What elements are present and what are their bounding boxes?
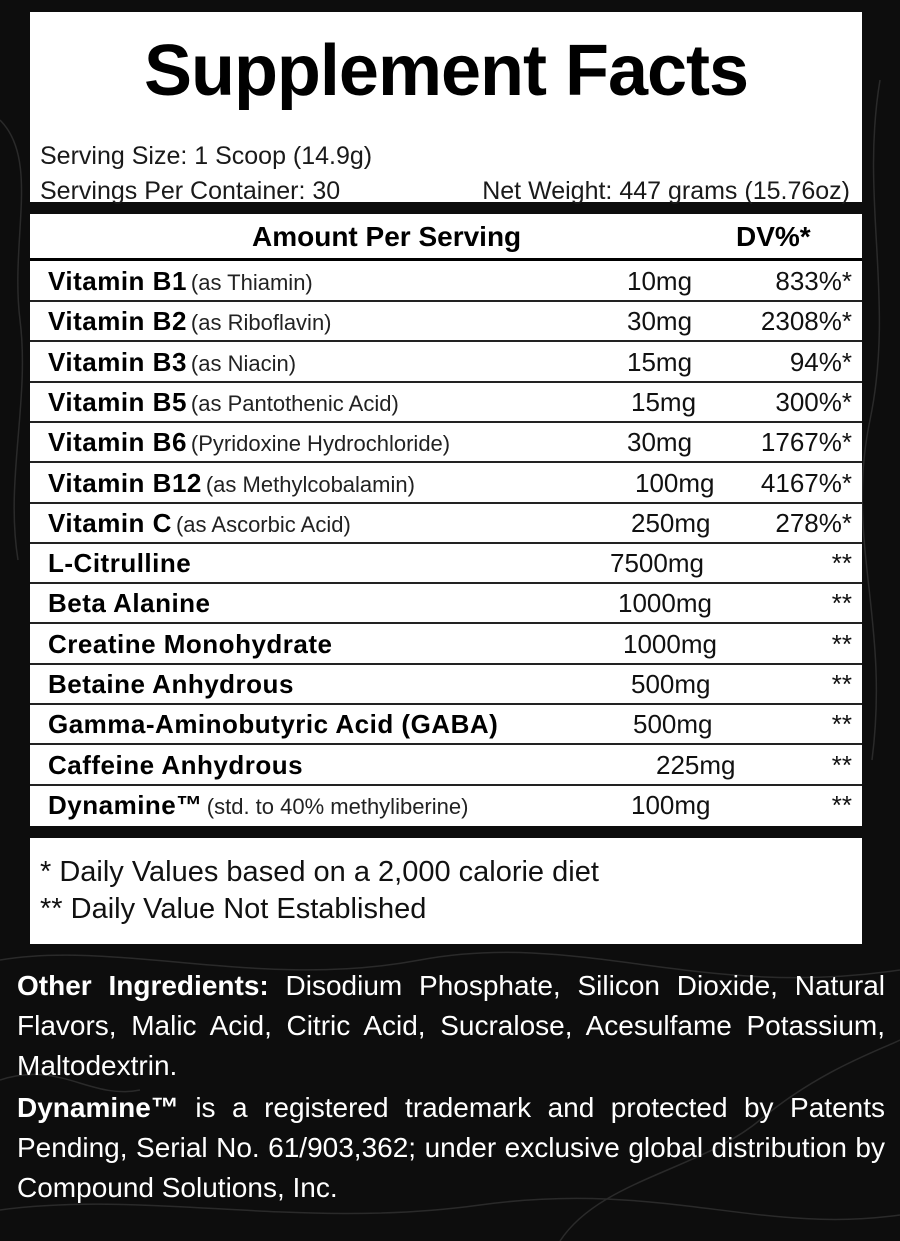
nutrient-dv: ** bbox=[831, 789, 852, 820]
nutrient-table bbox=[30, 214, 862, 826]
other-ingredients-text: Disodium Phosphate, Silicon Dioxide, Natural Flavors, Malic Acid, Citric Acid, Sucralose, Acesulfame Potassium, Maltodextrin. bbox=[17, 970, 886, 1081]
table-row bbox=[30, 542, 862, 584]
nutrient-amount: 250mg bbox=[631, 507, 711, 538]
net-weight: Net Weight: 447 grams (15.76oz) bbox=[482, 177, 850, 205]
nutrient-description: (as Thiamin) bbox=[190, 270, 313, 295]
nutrient-dv: 4167%* bbox=[760, 467, 852, 498]
nutrient-amount: 30mg bbox=[627, 306, 693, 337]
table-row bbox=[30, 260, 862, 302]
nutrient-name bbox=[48, 548, 191, 579]
nutrient-name bbox=[48, 387, 399, 418]
nutrient-name-text: Betaine Anhydrous bbox=[48, 669, 294, 699]
nutrient-name-text: Vitamin C bbox=[48, 507, 172, 538]
nutrient-name bbox=[48, 306, 332, 337]
nutrient-dv: 833%* bbox=[775, 266, 852, 296]
nutrient-description: (std. to 40% methyliberine) bbox=[206, 793, 469, 819]
table-row bbox=[30, 421, 862, 463]
footnote-panel bbox=[30, 838, 862, 944]
nutrient-description: (as Riboflavin) bbox=[190, 310, 332, 336]
nutrient-name-text: Vitamin B12 bbox=[48, 467, 202, 498]
nutrient-dv: ** bbox=[831, 669, 852, 699]
other-ingredients bbox=[17, 966, 885, 1086]
serving-size: Serving Size: 1 Scoop (14.9g) bbox=[40, 142, 373, 170]
nutrient-name-text: Dynamine™ bbox=[48, 789, 203, 820]
dv-header: DV%* bbox=[736, 221, 811, 252]
header-panel bbox=[30, 12, 862, 205]
footnote-daily-values: * Daily Values based on a 2,000 calorie diet bbox=[40, 856, 599, 888]
table-row bbox=[30, 502, 862, 544]
nutrient-description: (as Methylcobalamin) bbox=[205, 471, 415, 497]
table-row bbox=[30, 623, 862, 665]
nutrient-name-text: Beta Alanine bbox=[48, 588, 211, 619]
nutrient-name bbox=[48, 468, 415, 499]
nutrient-dv: ** bbox=[831, 588, 852, 619]
nutrient-name-text: Vitamin B6 bbox=[48, 427, 187, 458]
nutrient-name-text: Gamma-Aminobutyric Acid (GABA) bbox=[48, 709, 499, 740]
trademark-text: is a registered trademark and protected by Patents Pending, Serial No. 61/903,362; under exclusive global distribution by Compound Solutions, Inc. bbox=[17, 1092, 885, 1203]
nutrient-amount: 500mg bbox=[633, 709, 713, 740]
nutrient-amount: 1000mg bbox=[623, 628, 717, 659]
nutrient-name bbox=[48, 347, 296, 378]
nutrient-amount: 15mg bbox=[627, 346, 693, 377]
nutrient-dv: ** bbox=[831, 548, 852, 579]
table-row bbox=[30, 462, 862, 504]
table-row bbox=[30, 703, 862, 745]
table-row bbox=[30, 381, 862, 423]
nutrient-name bbox=[48, 750, 303, 781]
nutrient-description: (as Ascorbic Acid) bbox=[175, 511, 351, 537]
nutrient-dv: 94%* bbox=[789, 346, 852, 377]
table-row bbox=[30, 663, 862, 705]
nutrient-dv: 2308%* bbox=[760, 306, 852, 337]
table-row bbox=[30, 582, 862, 624]
page-title: Supplement Facts bbox=[143, 31, 749, 111]
nutrient-amount: 100mg bbox=[631, 789, 711, 820]
nutrient-name-text: L-Citrulline bbox=[48, 548, 192, 579]
nutrient-name bbox=[48, 588, 211, 619]
nutrient-dv: ** bbox=[831, 709, 852, 740]
footnote-not-established: ** Daily Value Not Established bbox=[40, 893, 427, 925]
nutrient-name bbox=[48, 669, 294, 700]
nutrient-amount: 15mg bbox=[631, 386, 697, 417]
nutrient-dv: 1767%* bbox=[760, 427, 852, 458]
nutrient-name bbox=[48, 427, 450, 458]
trademark-label: Dynamine™ bbox=[17, 1092, 179, 1123]
nutrient-description: (as Niacin) bbox=[190, 350, 297, 376]
nutrient-amount: 1000mg bbox=[618, 588, 712, 619]
nutrient-description: (Pyridoxine Hydrochloride) bbox=[190, 431, 451, 457]
nutrient-dv: ** bbox=[831, 628, 852, 659]
amount-per-serving-header: Amount Per Serving bbox=[252, 221, 522, 252]
table-row bbox=[30, 784, 862, 824]
nutrient-dv: 278%* bbox=[775, 507, 852, 538]
nutrient-name bbox=[48, 266, 313, 297]
nutrient-name-text: Vitamin B3 bbox=[48, 346, 187, 377]
nutrient-dv: 300%* bbox=[775, 386, 852, 417]
nutrient-amount: 10mg bbox=[627, 266, 693, 296]
nutrient-name-text: Vitamin B5 bbox=[48, 386, 187, 417]
nutrient-name bbox=[48, 790, 468, 821]
nutrient-amount: 7500mg bbox=[610, 548, 704, 579]
other-ingredients-label: Other Ingredients: bbox=[17, 970, 269, 1001]
nutrient-amount: 225mg bbox=[656, 749, 736, 780]
trademark-notice bbox=[17, 1088, 885, 1208]
nutrient-name bbox=[48, 709, 498, 740]
nutrient-amount: 30mg bbox=[627, 427, 693, 458]
nutrient-name bbox=[48, 629, 333, 660]
nutrient-amount: 500mg bbox=[631, 669, 711, 699]
table-header bbox=[30, 214, 862, 261]
nutrient-name-text: Caffeine Anhydrous bbox=[48, 749, 304, 780]
nutrient-description: (as Pantothenic Acid) bbox=[190, 390, 399, 416]
nutrient-name-text: Vitamin B1 bbox=[48, 266, 187, 296]
table-row bbox=[30, 341, 862, 383]
nutrient-name bbox=[48, 508, 351, 539]
nutrient-dv: ** bbox=[831, 749, 852, 780]
servings-per-container: Servings Per Container: 30 bbox=[40, 177, 341, 205]
table-row bbox=[30, 300, 862, 342]
nutrient-name-text: Vitamin B2 bbox=[48, 306, 187, 337]
table-row bbox=[30, 744, 862, 786]
nutrient-name-text: Creatine Monohydrate bbox=[48, 628, 333, 659]
nutrient-amount: 100mg bbox=[635, 467, 715, 498]
